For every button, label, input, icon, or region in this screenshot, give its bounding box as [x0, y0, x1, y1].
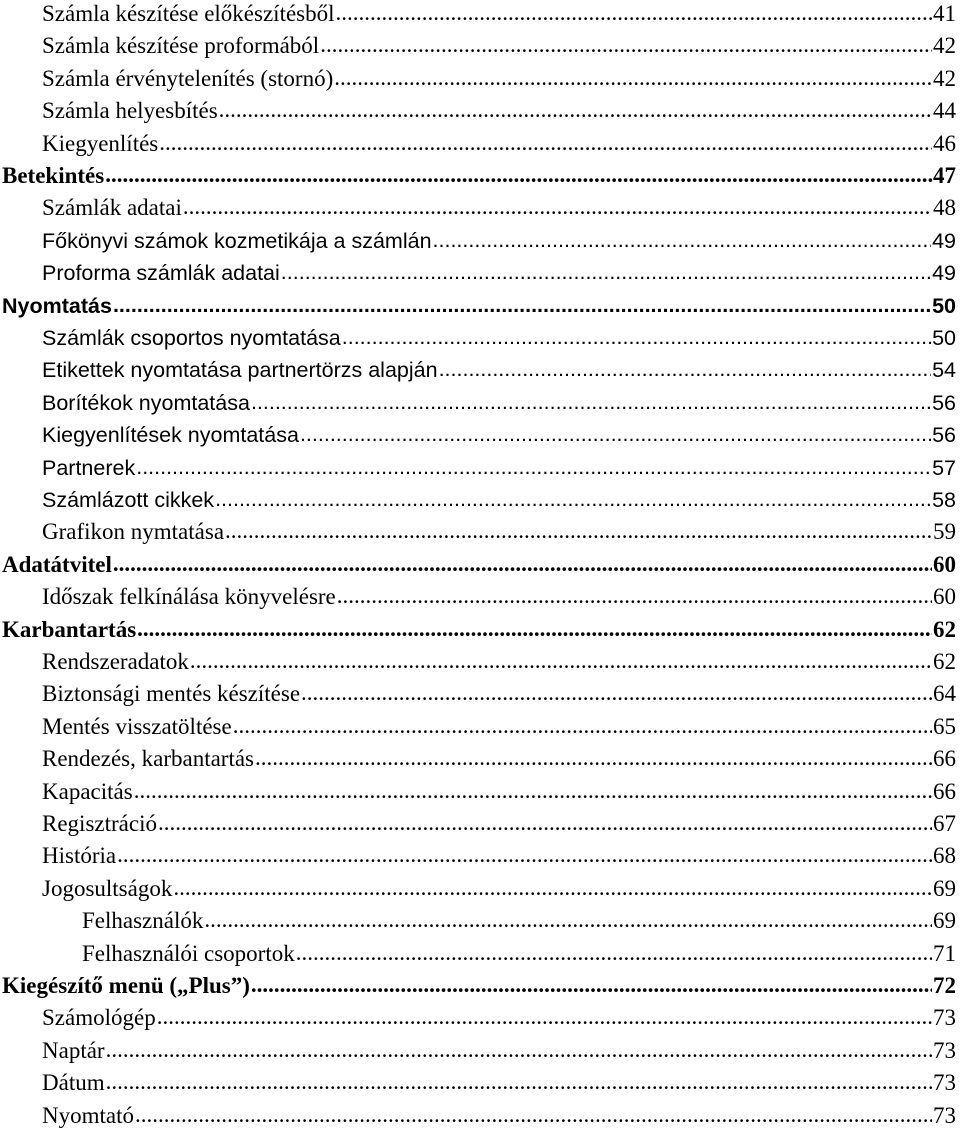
- toc-entry[interactable]: [0, 95, 956, 127]
- toc-entry-title: Adatátvitel: [2, 551, 112, 577]
- toc-entry-title: Nyomtatás: [2, 293, 112, 318]
- toc-entry-page-number: 56: [932, 423, 956, 448]
- toc-dot-leader: [233, 710, 932, 742]
- toc-entry-title: Dátum: [42, 1070, 105, 1096]
- toc-dot-leader: [134, 775, 932, 807]
- toc-dot-leader: [105, 159, 932, 191]
- toc-entry-title: Kiegyenlítések nyomtatása: [42, 423, 299, 448]
- toc-section-entry[interactable]: [0, 160, 956, 192]
- toc-entry-page-number: 67: [933, 811, 956, 836]
- toc-entry[interactable]: [0, 452, 956, 484]
- toc-entry[interactable]: [0, 808, 956, 840]
- toc-entry[interactable]: [0, 354, 956, 386]
- toc-entry-page-number: 64: [933, 681, 956, 707]
- toc-dot-leader: [113, 548, 932, 580]
- toc-dot-leader: [158, 807, 932, 839]
- toc-entry-title: Számlák csoportos nyomtatása: [42, 326, 341, 350]
- toc-dot-leader: [215, 483, 931, 515]
- toc-entry-title: Mentés visszatöltése: [42, 713, 232, 739]
- toc-entry-page-number: 42: [933, 65, 956, 91]
- toc-entry-page-number: 69: [933, 908, 956, 934]
- toc-entry[interactable]: [0, 905, 956, 937]
- toc-entry-page-number: 73: [933, 1102, 956, 1128]
- toc-dot-leader: [204, 904, 932, 936]
- toc-section-entry[interactable]: [0, 614, 956, 646]
- toc-entry-page-number: 73: [933, 1037, 956, 1063]
- toc-dot-leader: [113, 289, 931, 321]
- toc-entry[interactable]: [0, 0, 956, 30]
- toc-entry-page-number: 66: [933, 778, 956, 804]
- toc-entry-page-number: 68: [933, 843, 956, 869]
- toc-dot-leader: [336, 0, 932, 29]
- toc-entry-page-number: 73: [933, 1070, 956, 1096]
- toc-entry-title: Betekintés: [2, 163, 105, 188]
- toc-dot-leader: [255, 742, 932, 774]
- toc-dot-leader: [251, 386, 931, 418]
- toc-entry[interactable]: [0, 1002, 956, 1034]
- toc-section-entry[interactable]: [0, 290, 956, 322]
- toc-entry-title: Biztonsági mentés készítése: [42, 681, 301, 707]
- toc-entry-page-number: 49: [932, 261, 956, 286]
- toc-entry-title: Felhasználók: [82, 908, 204, 934]
- toc-dot-leader: [251, 969, 932, 1001]
- toc-entry-page-number: 58: [932, 488, 956, 512]
- toc-entry[interactable]: [0, 840, 956, 872]
- toc-dot-leader: [334, 62, 932, 94]
- toc-dot-leader: [300, 418, 931, 450]
- toc-entry-page-number: 66: [933, 746, 956, 772]
- toc-entry-page-number: 48: [933, 195, 956, 221]
- toc-entry-page-number: 65: [933, 713, 956, 739]
- toc-entry-page-number: 60: [933, 551, 956, 577]
- toc-entry-page-number: 73: [933, 1005, 956, 1031]
- toc-entry[interactable]: [0, 938, 956, 970]
- toc-entry-page-number: 50: [932, 326, 956, 350]
- toc-entry-title: Kiegyenlítés: [42, 130, 159, 156]
- toc-entry-title: Etikettek nyomtatása partnertörzs alapján: [42, 358, 438, 383]
- toc-entry-page-number: 41: [933, 1, 956, 26]
- toc-entry[interactable]: [0, 646, 956, 678]
- toc-entry-title: Főkönyvi számok kozmetikája a számlán: [42, 228, 432, 253]
- toc-dot-leader: [159, 127, 932, 159]
- toc-entry[interactable]: [0, 581, 956, 613]
- toc-dot-leader: [157, 1001, 932, 1033]
- toc-entry-page-number: 57: [932, 455, 956, 480]
- toc-dot-leader: [433, 224, 932, 256]
- toc-entry[interactable]: [0, 1100, 956, 1132]
- toc-entry-page-number: 54: [932, 358, 956, 383]
- toc-entry[interactable]: [0, 776, 956, 808]
- toc-entry-title: Számológép: [42, 1005, 156, 1031]
- toc-entry-page-number: 62: [933, 649, 956, 674]
- toc-dot-leader: [439, 353, 932, 385]
- toc-dot-leader: [136, 451, 931, 483]
- toc-dot-leader: [117, 839, 932, 871]
- toc-entry[interactable]: [0, 1067, 956, 1099]
- toc-entry-page-number: 44: [933, 98, 956, 124]
- toc-entry-title: História: [42, 843, 117, 869]
- toc-entry-title: Időszak felkínálása könyvelésre: [42, 584, 336, 610]
- toc-entry-title: Számla érvénytelenítés (stornó): [42, 65, 334, 91]
- toc-entry-title: Jogosultságok: [42, 875, 173, 901]
- toc-entry-page-number: 71: [933, 940, 956, 966]
- toc-entry[interactable]: [0, 63, 956, 95]
- toc-entry-page-number: 60: [933, 584, 956, 610]
- toc-section-entry[interactable]: [0, 970, 956, 1002]
- toc-dot-leader: [173, 872, 932, 904]
- toc-dot-leader: [320, 29, 932, 61]
- toc-entry-title: Rendezés, karbantartás: [42, 746, 255, 772]
- toc-entry[interactable]: [0, 387, 956, 419]
- toc-entry-page-number: 56: [932, 390, 956, 415]
- toc-entry-title: Proforma számlák adatai: [42, 261, 280, 286]
- toc-entry-title: Grafikon nymtatása: [42, 519, 225, 545]
- toc-entry-title: Karbantartás: [2, 616, 137, 642]
- toc-entry-title: Naptár: [42, 1037, 105, 1063]
- toc-entry-title: Nyomtató: [42, 1102, 134, 1128]
- toc-entry[interactable]: [0, 711, 956, 743]
- toc-entry-page-number: 42: [933, 33, 956, 59]
- toc-entry[interactable]: [0, 419, 956, 451]
- toc-dot-leader: [106, 1066, 932, 1098]
- toc-entry-title: Regisztráció: [42, 811, 157, 836]
- toc-entry[interactable]: [0, 516, 956, 548]
- toc-section-entry[interactable]: [0, 549, 956, 581]
- toc-dot-leader: [301, 677, 932, 709]
- toc-dot-leader: [219, 94, 932, 126]
- toc-dot-leader: [337, 580, 932, 612]
- toc-dot-leader: [342, 321, 931, 353]
- toc-entry-title: Partnerek: [42, 455, 136, 480]
- toc-entry-title: Számla helyesbítés: [42, 98, 218, 124]
- toc-entry-title: Rendszeradatok: [42, 649, 189, 674]
- toc-dot-leader: [296, 937, 932, 969]
- toc-entry-title: Borítékok nyomtatása: [42, 390, 250, 415]
- toc-entry[interactable]: [0, 484, 956, 516]
- toc-dot-leader: [106, 1034, 932, 1066]
- toc-entry[interactable]: [0, 873, 956, 905]
- toc-entry[interactable]: [0, 192, 956, 224]
- toc-entry-page-number: 62: [933, 616, 956, 642]
- toc-entry-title: Számlázott cikkek: [42, 488, 215, 512]
- toc-entry-title: Számlák adatai: [42, 195, 182, 221]
- toc-entry[interactable]: [0, 1035, 956, 1067]
- toc-entry[interactable]: [0, 128, 956, 160]
- toc-entry-title: Felhasználói csoportok: [82, 940, 295, 966]
- toc-dot-leader: [183, 191, 932, 223]
- toc-dot-leader: [137, 613, 932, 645]
- toc-entry[interactable]: [0, 743, 956, 775]
- toc-dot-leader: [225, 515, 932, 547]
- toc-entry-title: Kapacitás: [42, 778, 133, 804]
- toc-entry-title: Számla készítése proformából: [42, 33, 320, 59]
- toc-entry-page-number: 47: [933, 163, 956, 188]
- toc-entry-page-number: 50: [932, 293, 956, 318]
- toc-dot-leader: [190, 645, 932, 677]
- toc-entry[interactable]: [0, 678, 956, 710]
- toc-entry-page-number: 46: [933, 130, 956, 156]
- toc-entry[interactable]: [0, 225, 956, 257]
- toc-entry[interactable]: [0, 322, 956, 354]
- toc-entry[interactable]: [0, 257, 956, 289]
- toc-dot-leader: [135, 1099, 932, 1131]
- toc-entry[interactable]: [0, 30, 956, 62]
- toc-entry-title: Számla készítése előkészítésből: [42, 1, 335, 26]
- toc-entry-page-number: 59: [933, 519, 956, 545]
- toc-entry-title: Kiegészítő menü („Plus”): [2, 973, 250, 998]
- toc-entry-page-number: 72: [933, 973, 956, 998]
- toc-dot-leader: [281, 256, 931, 288]
- toc-entry-page-number: 69: [933, 875, 956, 901]
- toc-entry-page-number: 49: [932, 228, 956, 253]
